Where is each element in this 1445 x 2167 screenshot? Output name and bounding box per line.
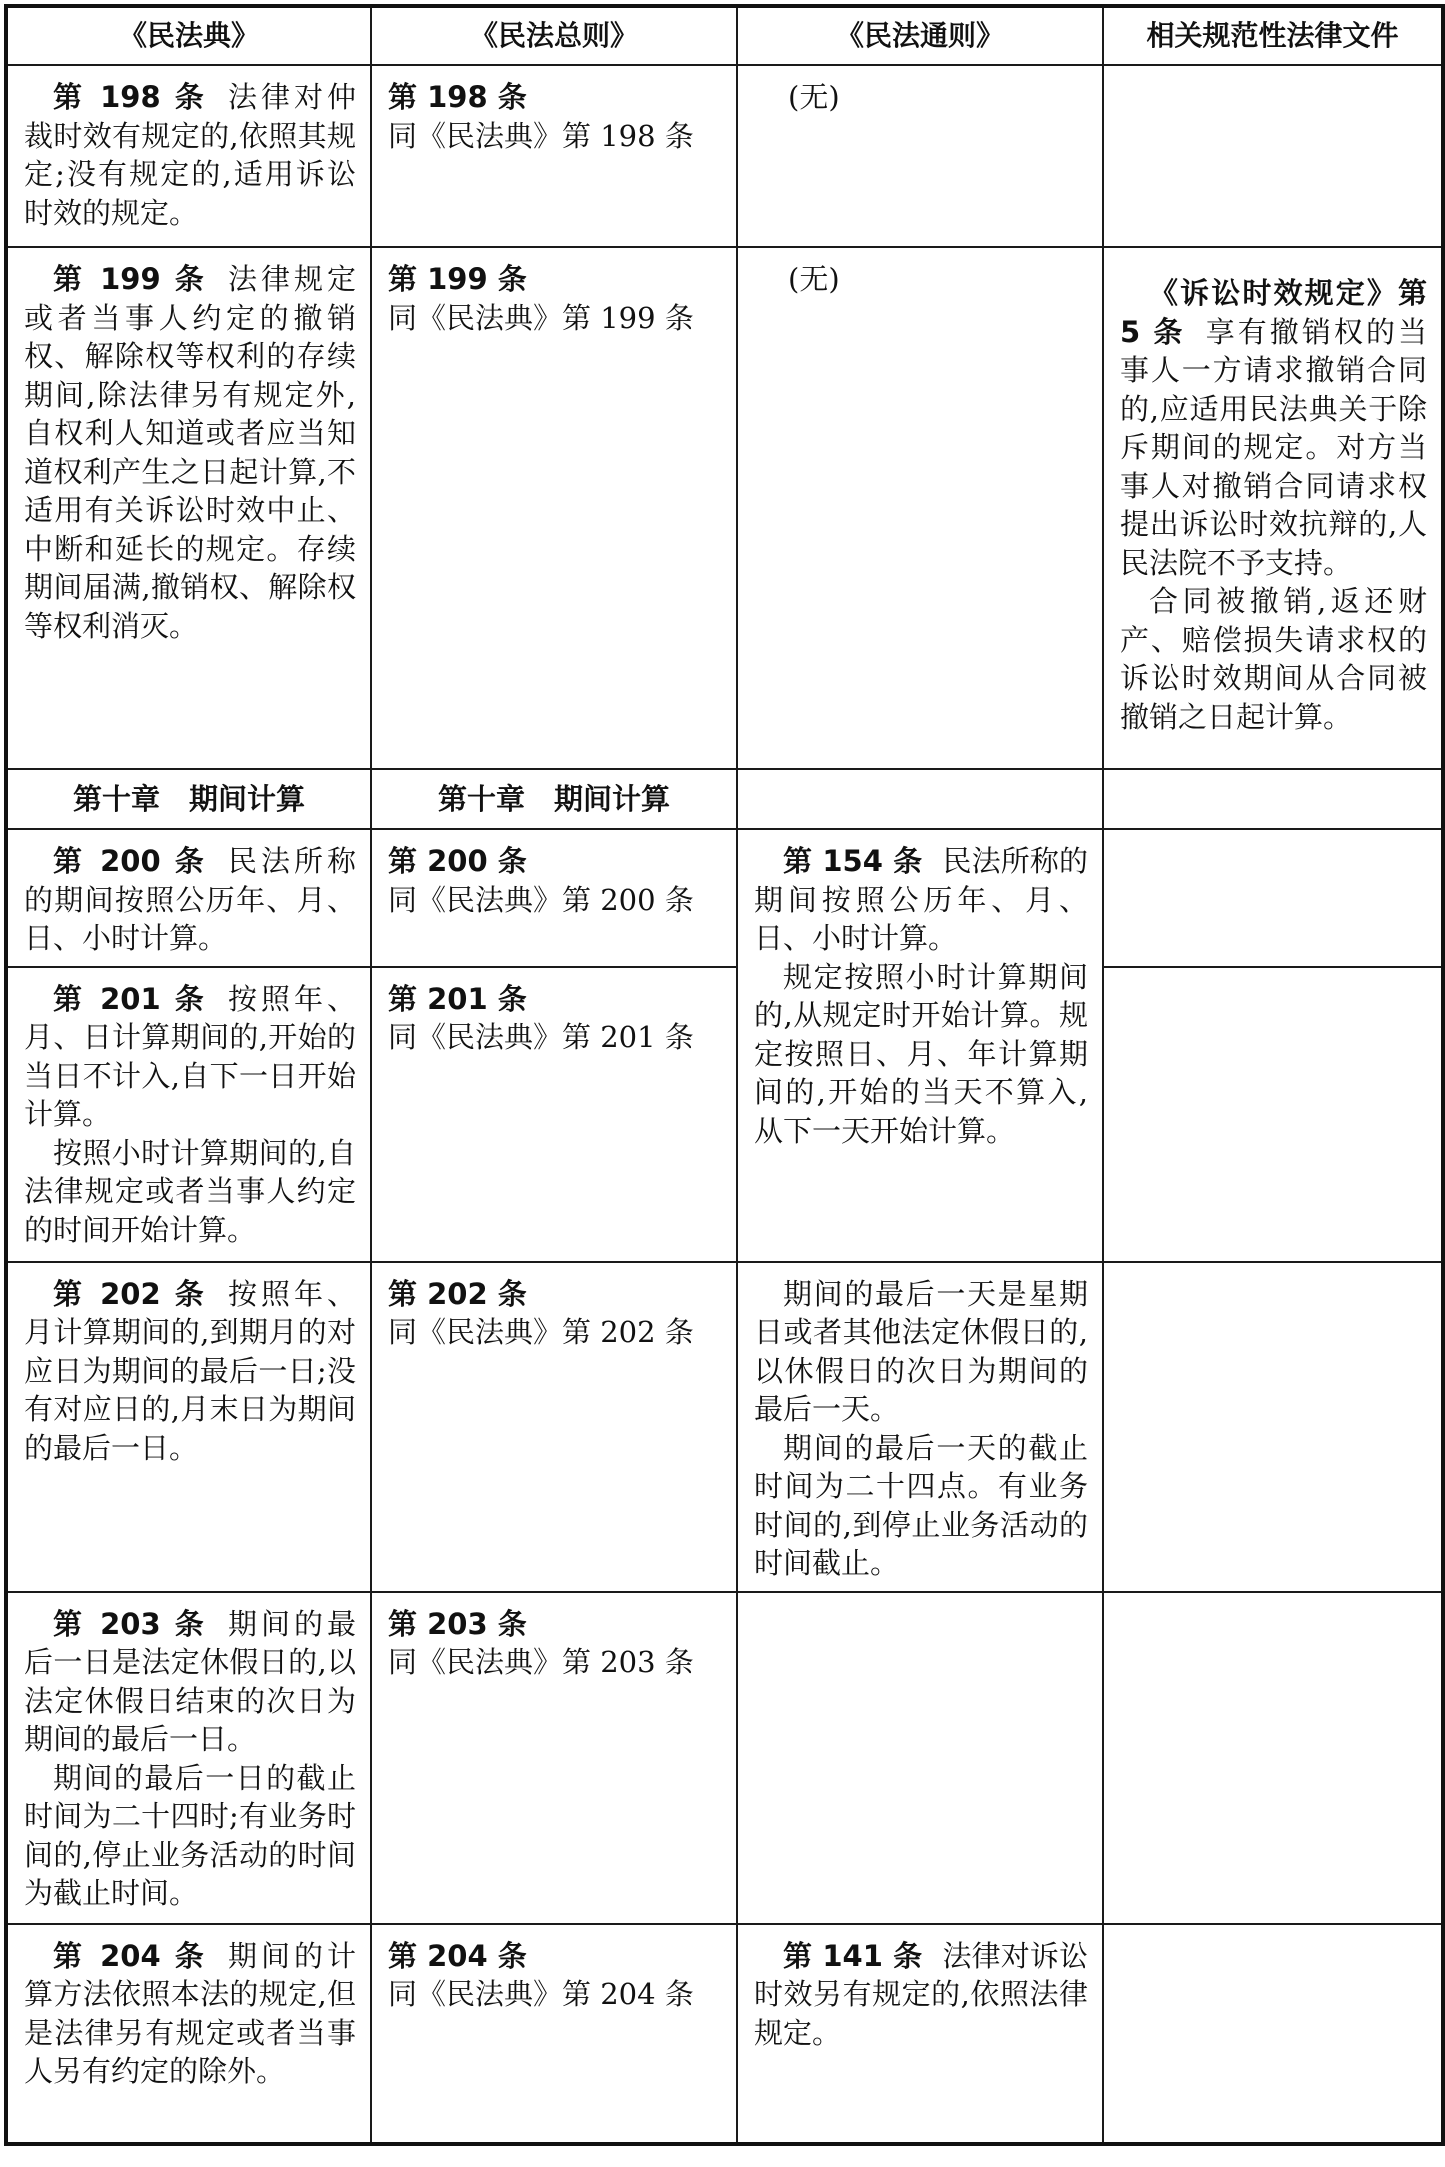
cell-empty	[737, 769, 1103, 829]
header-general-rules: 《民法总则》	[371, 6, 737, 65]
article-text: 第 154 条 民法所称的期间按照公历年、月、日、小时计算。	[754, 844, 1088, 955]
cell-general-rules	[371, 1262, 737, 1592]
article-text: 同《民法典》第 203 条	[388, 1645, 694, 1679]
header-general-principles: 《民法通则》	[737, 6, 1103, 65]
article-text: 第 204 条 期间的计算方法依照本法的规定,但是法律另有规定或者当事人另有约定的除外。	[24, 1938, 356, 2088]
article-number: 第 202 条	[388, 1276, 527, 1311]
cell-related	[1103, 1262, 1443, 1592]
article-number: 第 154 条	[783, 844, 923, 878]
cell-civil-code	[6, 1592, 371, 1924]
cell-general-principles	[737, 1262, 1103, 1592]
cell-related	[1103, 1924, 1443, 2144]
table-row	[6, 829, 1443, 967]
article-text: 同《民法典》第 202 条	[388, 1315, 694, 1349]
comparison-page	[4, 4, 1441, 2146]
chapter-title: 第十章 期间计算	[6, 769, 371, 829]
related-text-2: 合同被撤销,返还财产、赔偿损失请求权的诉讼时效期间从合同被撤销之日起计算。	[1120, 584, 1427, 734]
article-text-2: 按照小时计算期间的,自法律规定或者当事人约定的时间开始计算。	[24, 1135, 356, 1247]
article-number: 第 202 条	[53, 1276, 208, 1311]
cell-related	[1103, 1592, 1443, 1924]
cell-general-rules	[371, 1592, 737, 1924]
none-text: (无)	[788, 80, 840, 114]
table-row	[6, 1592, 1443, 1924]
article-text-2: 规定按照小时计算期间的,从规定时开始计算。规定按照日、月、年计算期间的,开始的当天不算入,从下一天开始计算。	[754, 959, 1089, 1148]
article-number: 第 203 条	[53, 1606, 208, 1641]
article-number: 第 203 条	[388, 1606, 527, 1641]
article-number: 第 199 条	[53, 262, 208, 296]
table-row	[6, 1262, 1443, 1592]
cell-civil-code	[6, 247, 371, 769]
article-number: 第 201 条	[388, 981, 527, 1016]
article-text: 同《民法典》第 204 条	[388, 1977, 694, 2011]
article-number: 第 204 条	[53, 1938, 208, 1973]
article-text: 同《民法典》第 201 条	[388, 1020, 694, 1054]
cell-related	[1103, 967, 1443, 1262]
table-row	[6, 65, 1443, 247]
article-text: 同《民法典》第 198 条	[388, 118, 694, 153]
cell-general-rules	[371, 247, 737, 769]
cell-general-principles	[737, 247, 1103, 769]
cell-general-rules	[371, 829, 737, 967]
article-text: 第 141 条 法律对诉讼时效另有规定的,依照法律规定。	[754, 1938, 1088, 2050]
cell-related	[1103, 829, 1443, 967]
cell-related	[1103, 247, 1443, 769]
cell-general-principles	[737, 829, 1103, 1262]
article-number: 第 204 条	[388, 1938, 527, 1973]
chapter-row	[6, 769, 1443, 829]
cell-civil-code	[6, 829, 371, 967]
table-row	[6, 247, 1443, 769]
article-number: 第 198 条	[388, 80, 527, 114]
law-comparison-table	[4, 4, 1445, 2146]
article-text-2: 期间的最后一日的截止时间为二十四时;有业务时间的,停止业务活动的时间为截止时间。	[24, 1760, 356, 1910]
article-text: 同《民法典》第 200 条	[388, 882, 694, 917]
article-text: 第 202 条 按照年、月计算期间的,到期月的对应日为期间的最后一日;没有对应日的,月末日为期间的最后一日。	[24, 1276, 356, 1465]
cell-general-rules	[371, 1924, 737, 2144]
cell-general-principles	[737, 1592, 1103, 1924]
header-row	[6, 6, 1443, 65]
article-text: 同《民法典》第 199 条	[388, 300, 694, 335]
article-number: 第 201 条	[53, 981, 208, 1016]
article-text: 第 201 条 按照年、月、日计算期间的,开始的当日不计入,自下一日开始计算。	[24, 981, 356, 1131]
header-civil-code: 《民法典》	[6, 6, 371, 65]
cell-empty	[1103, 769, 1443, 829]
cell-general-principles	[737, 65, 1103, 247]
cell-civil-code	[6, 1262, 371, 1592]
related-text: 《诉讼时效规定》第 5 条 享有撤销权的当事人一方请求撤销合同的,应适用民法典关于除斥期间的规定。对方当事人对撤销合同请求权提出诉讼时效抗辩的,人民法院不予支持。	[1120, 276, 1427, 580]
article-number: 第 199 条	[388, 262, 527, 296]
cell-civil-code	[6, 967, 371, 1262]
cell-general-principles	[737, 1924, 1103, 2144]
article-number: 第 200 条	[388, 844, 527, 878]
article-text: 第 199 条 法律规定或者当事人约定的撤销权、解除权等权利的存续期间,除法律另有规定外,自权利人知道或者应当知道权利产生之日起计算,不适用有关诉讼时效中止、中断和延长的规定。存续期间届满,撤销权、解除权等权利消灭。	[24, 262, 356, 643]
header-related-documents: 相关规范性法律文件	[1103, 6, 1443, 65]
cell-related	[1103, 65, 1443, 247]
article-text: 第 198 条 法律对仲裁时效有规定的,依照其规定;没有规定的,适用诉讼时效的规定。	[24, 80, 356, 230]
article-text: 期间的最后一天是星期日或者其他法定休假日的,以休假日的次日为期间的最后一天。	[754, 1276, 1088, 1426]
none-text: (无)	[788, 262, 840, 296]
article-number: 第 141 条	[783, 1938, 923, 1973]
table-row	[6, 1924, 1443, 2144]
cell-general-rules	[371, 65, 737, 247]
article-text-2: 期间的最后一天的截止时间为二十四点。有业务时间的,到停止业务活动的时间截止。	[754, 1430, 1088, 1580]
article-text: 第 200 条 民法所称的期间按照公历年、月、日、小时计算。	[24, 844, 356, 955]
cell-civil-code	[6, 65, 371, 247]
cell-general-rules	[371, 967, 737, 1262]
article-number: 第 200 条	[53, 844, 208, 878]
table-row	[6, 967, 1443, 1262]
article-number: 第 198 条	[53, 80, 208, 114]
article-text: 第 203 条 期间的最后一日是法定休假日的,以法定休假日结束的次日为期间的最后一日。	[24, 1606, 356, 1756]
chapter-title: 第十章 期间计算	[371, 769, 737, 829]
cell-civil-code	[6, 1924, 371, 2144]
related-article: 《诉讼时效规定》第 5 条	[1120, 276, 1427, 349]
